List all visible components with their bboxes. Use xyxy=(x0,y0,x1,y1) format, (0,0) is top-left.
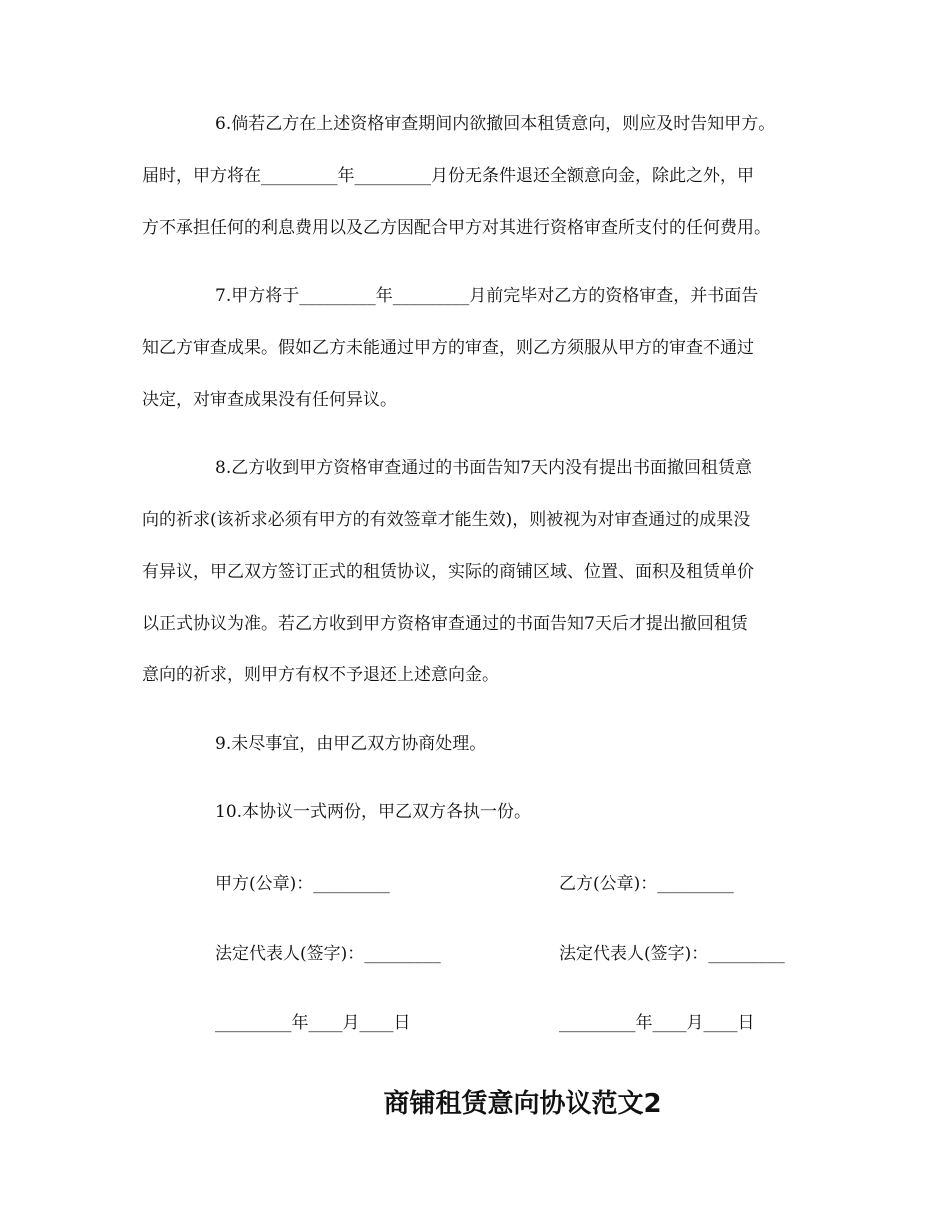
clause-6-line-3: 方不承担任何的利息费用以及乙方因配合甲方对其进行资格审查所支付的任何费用。 xyxy=(142,218,771,238)
clause-7-line-1: 7.甲方将于_________年_________月前完毕对乙方的资格审查，并书面告 xyxy=(215,286,759,306)
next-section-title: 商铺租赁意向协议范文2 xyxy=(383,1089,662,1119)
party-b-representative-field: 法定代表人(签字)：_________ xyxy=(559,944,785,964)
clause-6-line-2: 届时，甲方将在_________年_________月份无条件退还全额意向金，除此之外，甲 xyxy=(142,166,754,186)
party-a-representative-field: 法定代表人(签字)：_________ xyxy=(215,944,441,964)
party-b-seal-field: 乙方(公章)：_________ xyxy=(559,874,734,894)
clause-9: 9.未尽事宜，由甲乙双方协商处理。 xyxy=(215,734,487,754)
clause-10: 10.本协议一式两份，甲乙双方各执一份。 xyxy=(215,802,532,822)
clause-8-line-5: 意向的祈求，则甲方有权不予退还上述意向金。 xyxy=(142,665,499,685)
clause-6-line-1: 6.倘若乙方在上述资格审查期间内欲撤回本租赁意向，则应及时告知甲方。 xyxy=(215,114,776,134)
clause-8-line-3: 有异议，甲乙双方签订正式的租赁协议，实际的商铺区域、位置、面积及租赁单价 xyxy=(142,562,754,582)
clause-8-line-4: 以正式协议为准。若乙方收到甲方资格审查通过的书面告知7天后才提出撤回租赁 xyxy=(142,614,748,634)
clause-8-line-1: 8.乙方收到甲方资格审查通过的书面告知7天内没有提出书面撤回租赁意 xyxy=(215,458,753,478)
clause-7-line-3: 决定，对审查成果没有任何异议。 xyxy=(142,390,397,410)
party-b-date-field: _________年____月____日 xyxy=(559,1013,755,1033)
party-a-date-field: _________年____月____日 xyxy=(215,1013,411,1033)
party-a-seal-field: 甲方(公章)：_________ xyxy=(215,874,390,894)
clause-8-line-2: 向的祈求(该祈求必须有甲方的有效签章才能生效)，则被视为对审查通过的成果没 xyxy=(142,510,751,530)
clause-7-line-2: 知乙方审查成果。假如乙方未能通过甲方的审查，则乙方须服从甲方的审查不通过 xyxy=(142,338,754,358)
